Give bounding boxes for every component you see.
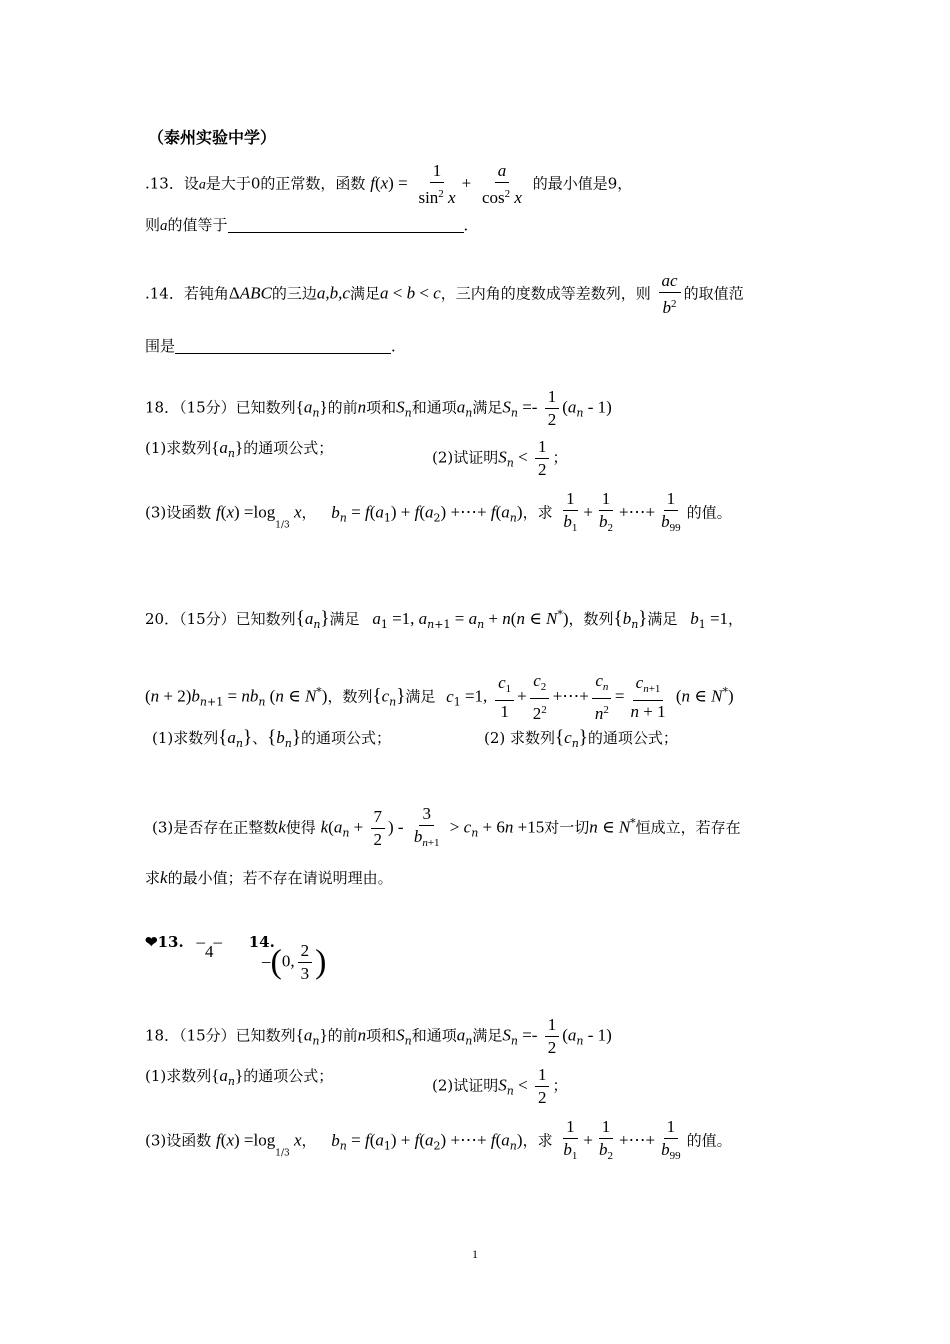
q20-part2: (2) 求数列$\{c_n\}$的通项公式； [484, 727, 678, 750]
q13-line2: 则a的值等于 ． [145, 216, 479, 234]
q18-line1: 18．（15分）已知数列$\{a_n\}$的前n项和$S_n$和通项$a_n$满足$S_n$ =- $\frac{1}{2}$ $(a_n - 1)$ [145, 387, 612, 429]
q18b-line1: 18．（15分）已知数列$\{a_n\}$的前n项和$S_n$和通项$a_n$满足$S_n$ =- $\frac{1}{2}$ $(a_n - 1)$ [145, 1015, 612, 1057]
q20-part1: (1)求数列$\{a_n\}$、$\{b_n\}$的通项公式； [152, 727, 391, 750]
answer-14: –(0, $\frac{2}{3}$ ) [262, 941, 327, 983]
q14-answer-blank [175, 353, 391, 354]
page-number: 1 [472, 1247, 478, 1261]
q14-line1: .14．若钝角ΔABC的三边a,b,c满足a < b < c，三内角的度数成等差数列，则 $\frac{ac}{b^2}$ 的取值范 [145, 271, 744, 317]
q18b-part2: (2)试证明$S_n$ < $\frac{1}{2}$ ； [432, 1065, 568, 1107]
answers-line: ❤13. –4– 14. [145, 932, 275, 961]
q20-line2: $(n + 2)b_{n+1} = nb_n$ (n ∈ N*)，数列$\{c_n\}$满足 $c_1 =1$, $\frac{c_1}{1}$ + $\frac{c_2}{2^2}$ +⋯+ $\frac{c_n}{n^2}$ = $\frac{c_{n+1}}{n + 1}$ (n ∈ N*) [145, 671, 734, 723]
q13-answer-blank [228, 232, 464, 233]
q18-part2: (2)试证明$S_n$ < $\frac{1}{2}$ ； [432, 437, 568, 479]
q20-part3: (3)是否存在正整数k使得 $k(a_n$ + $\frac{7}{2}$ ) - $\frac{3}{b_{n+1}}$ > $c_n + 6n +15$对一切n ∈ N*恒成立，若存在 [152, 804, 741, 849]
q18-part1: (1)求数列$\{a_n\}$的通项公式； [145, 438, 334, 460]
q13-line1: .13．设a是大于0的正常数，函数 f(x) = $\frac{1}{\sin^2 x}$ + $\frac{a}{\cos^2 x}$ 的最小值是9， [145, 161, 633, 207]
school-heading: （泰州实验中学） [148, 128, 277, 147]
q18-part3: (3)设函数 $f(x) =\log_{1/3}$ x， $b_n = f(a_1) + f(a_2)$ +⋯+ $f(a_n)$，求 $\frac{1}{b_1}$ + $\frac{1}{b_2}$ +⋯+ $\frac{1}{b_{99}}$ 的值。 [145, 489, 732, 534]
q18b-part3: (3)设函数 $f(x) =\log_{1/3}$ x， $b_n = f(a_1) + f(a_2)$ +⋯+ $f(a_n)$，求 $\frac{1}{b_1}$ + $\frac{1}{b_2}$ +⋯+ $\frac{1}{b_{99}}$ 的值。 [145, 1117, 732, 1162]
q18b-part1: (1)求数列$\{a_n\}$的通项公式； [145, 1066, 334, 1088]
q20-part3-line2: 求k的最小值；若不存在请说明理由。 [145, 868, 393, 887]
q14-line2: 围是 ． [145, 337, 407, 355]
q20-line1: 20．（15分）已知数列$\{a_n\}$满足 $a_1 =1$, $a_{n+1} = a_n + n(n$ ∈ N*)，数列$\{b_n\}$满足 $b_1 =1$， [145, 608, 744, 631]
